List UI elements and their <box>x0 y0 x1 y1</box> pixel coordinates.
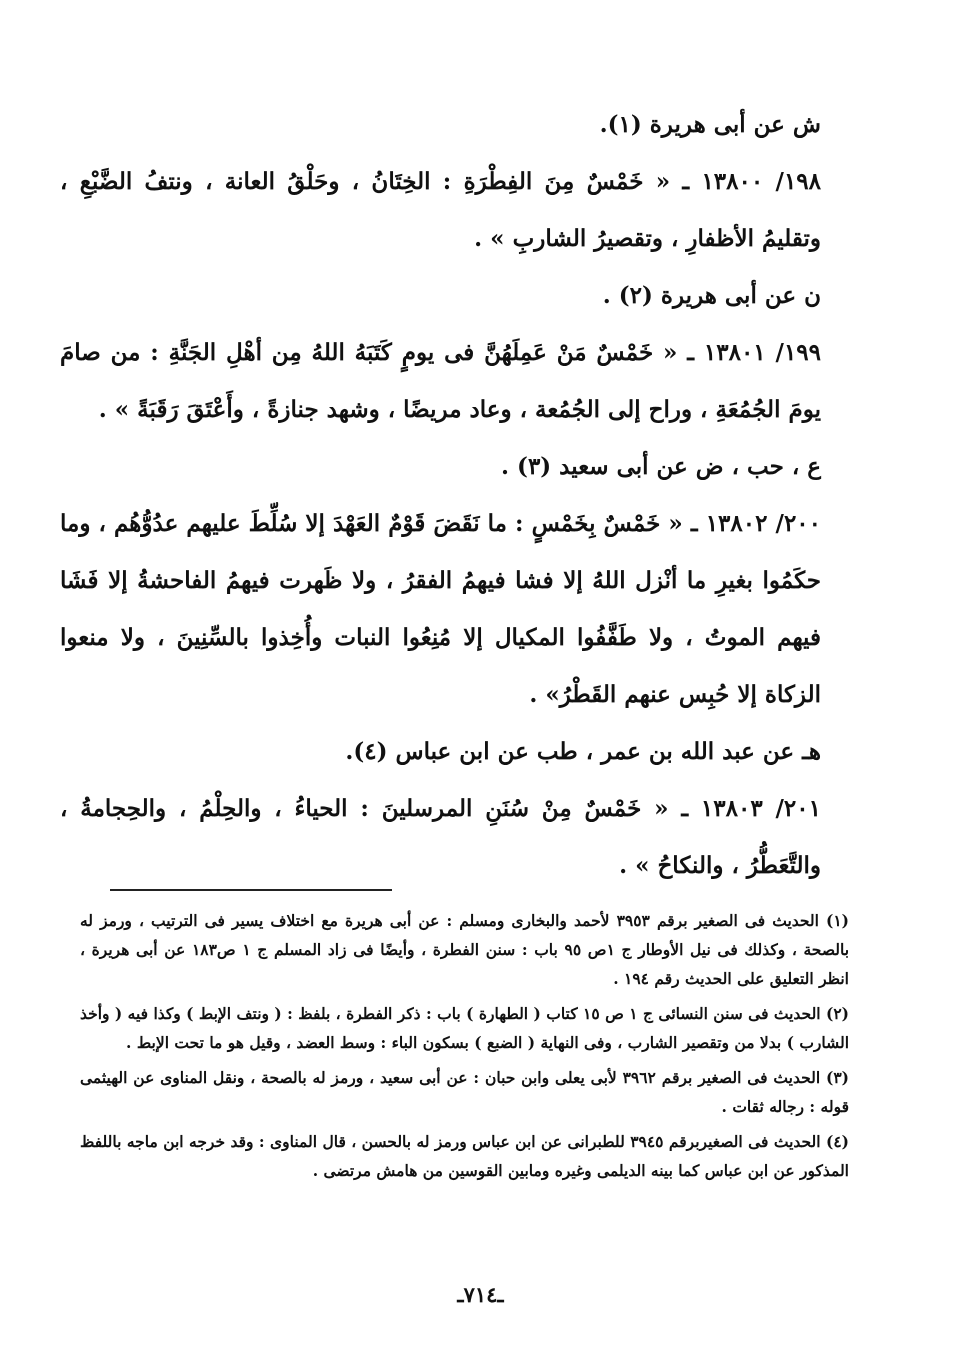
hadith-199: ١٩٩/ ١٣٨٠١ ـ « خَمْسٌ مَنْ عَمِلَهُنَّ فى يومٍ كَتَبَهُ اللهُ مِن أهْلِ الجَنَّةِ : من صامَ يومَ الجُمُعَةِ ، وراح إلى الجُمُعة ، وعاد مريضًا ، وشهد جنازةً ، وأَعْتَقَ رَقَبَةً » . <box>60 339 821 423</box>
hadith-198: ١٩٨/ ١٣٨٠٠ ـ « خَمْسٌ مِنَ الفِطْرَةِ : الخِتَانُ ، وحَلْقُ العانة ، ونتفُ الضَّبْعِ ، وتقليمُ الأظفارِ ، وتقصيرُ الشاربِ » . <box>60 168 821 252</box>
source-line-4: هـ عن عبد الله بن عمر ، طب عن ابن عباس (٤). <box>345 738 821 765</box>
footnote-1: (١) الحديث فى الصغير برقم ٣٩٥٣ لأحمد والبخارى ومسلم : عن أبى هريرة مع اختلاف يسير فى الترتيب ، ورمز له بالصحة ، وكذلك فى نيل الأوطار ج ١ص ٩٥ باب : سنن الفطرة ، وأيضًا فى زاد المسلم ج ١ ص١٨٣ عن أبى هريرة ، انظر التعليق على الحديث رقم ١٩٤ . <box>80 911 850 988</box>
footnote-2: (٢) الحديث فى سنن النسائى ج ١ ص ١٥ كتاب ( الطهارة ) باب : ذكر الفطرة ، بلفظ : ( ونتف الإبط ) وكذا فيه ( وأخذ الشارب ) بدلا من وتقصير الشارب ، وفى النهاية ( الضبع ) بسكون الباء : وسط العضد ، وقيل هو ما تحت الإبط . <box>80 1004 850 1052</box>
page-number: ـ٧١٤ـ <box>457 1282 504 1307</box>
main-text <box>60 96 821 894</box>
footnote-3: (٣) الحديث فى الصغير برقم ٣٩٦٢ لأبى يعلى وابن حبان : عن أبى سعيد ، ورمز له بالصحة ، ونقل المناوى عن الهيثمى قوله : رجاله ثقات . <box>80 1068 849 1116</box>
source-line-3: ع ، حب ، ض عن أبى سعيد (٣) . <box>501 453 821 480</box>
hadith-200: ٢٠٠/ ١٣٨٠٢ ـ « خَمْسٌ بِخَمْسٍ : ما نَقَضَ قَوْمٌ العَهْدَ إلا سُلِّطَ عليهم عدُوُّهُم ، وما حكَمُوا بغيرِ ما أنْزل اللهُ إلا فشا فيهمُ الفقرُ ، ولا ظَهرت فيهمُ الفاحشةُ إلا فَشَا فيهم الموتُ ، ولا طَفَّفُوا المكيال إلا مُنِعُوا النبات وأُخِذوا بالسِّنِينَ ، ولا منعوا الزكاة إلا حُبِس عنهم القَطْرُ» . <box>60 510 821 708</box>
source-line-2: ن عن أبى هريرة (٢) . <box>602 282 821 309</box>
hadith-201: ٢٠١/ ١٣٨٠٣ ـ « خَمْسٌ مِنْ سُنَنِ المرسلينَ : الحياءُ ، والحِلْمُ ، والحِجامةُ ، والتَّعَطُّرُ ، والنكاحُ » . <box>60 795 821 879</box>
source-line-1: ش عن أبى هريرة (١). <box>599 111 821 138</box>
footnote-divider <box>110 889 392 891</box>
footnotes <box>80 906 849 1191</box>
footnote-4: (٤) الحديث فى الصغيربرقم ٣٩٤٥ للطبرانى عن ابن عباس ورمز له بالحسن ، قال المناوى : وقد خرجه ابن ماجه باللفظ المذكور عن ابن عباس كما بينه الديلمى وغيره ومابين القوسين من هامش مرتضى . <box>80 1132 849 1180</box>
